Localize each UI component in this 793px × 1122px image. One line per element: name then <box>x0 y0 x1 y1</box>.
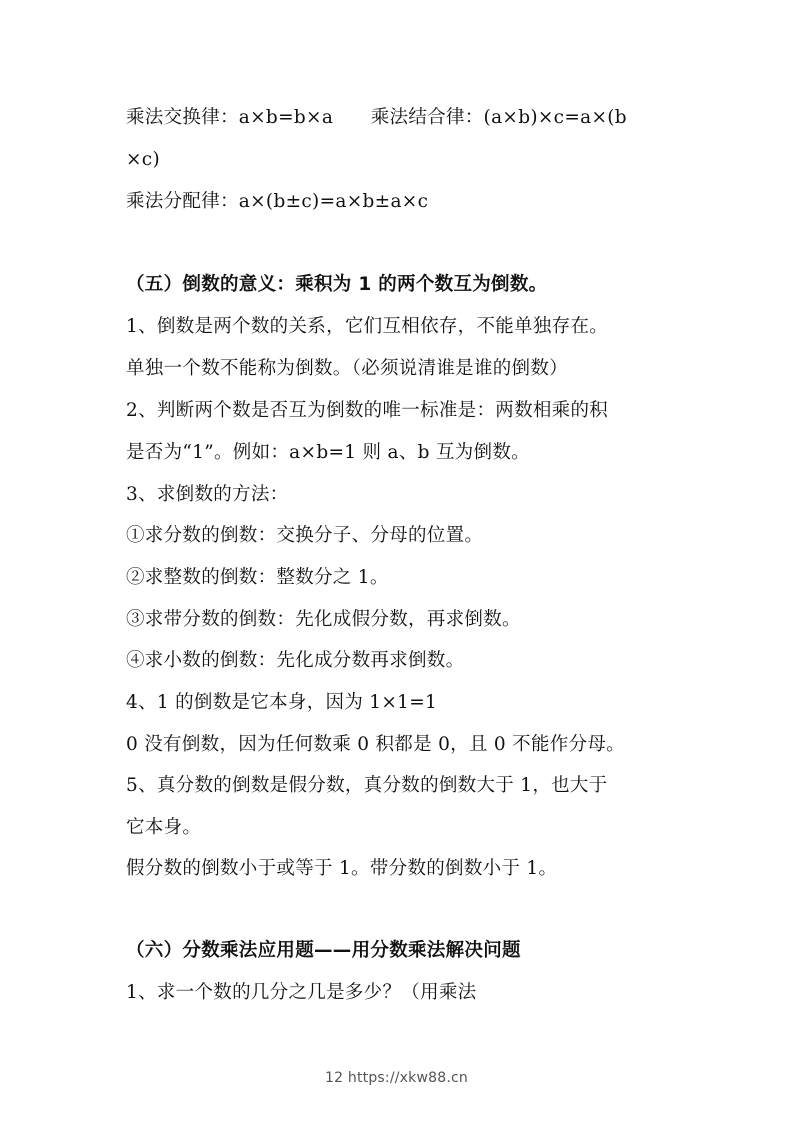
text-line: 它本身。 <box>126 817 202 838</box>
text-line: 是否为“1”。例如：a×b=1 则 a、b 互为倒数。 <box>126 442 530 463</box>
section-heading-fraction-word-problems: （六）分数乘法应用题——用分数乘法解决问题 <box>126 940 521 961</box>
text-line: 3、求倒数的方法： <box>126 484 289 505</box>
text-line: ①求分数的倒数：交换分子、分母的位置。 <box>126 525 484 546</box>
text-line: 0 没有倒数，因为任何数乘 0 积都是 0，且 0 不能作分母。 <box>126 734 625 755</box>
text-line: 单独一个数不能称为倒数。（必须说清谁是谁的倒数） <box>126 358 568 379</box>
text-line: 2、判断两个数是否互为倒数的唯一标准是：两数相乘的积 <box>126 400 609 421</box>
text-line: 1、求一个数的几分之几是多少？（用乘法 <box>126 982 477 1003</box>
text-line: ②求整数的倒数：整数分之 1。 <box>126 567 389 588</box>
text-line: ④求小数的倒数：先化成分数再求倒数。 <box>126 650 465 671</box>
text-line: ③求带分数的倒数：先化成假分数，再求倒数。 <box>126 609 521 630</box>
text-line: 4、1 的倒数是它本身，因为 1×1=1 <box>126 692 438 713</box>
page-footer: 12 https://xkw88.cn <box>325 1070 468 1086</box>
section-heading-reciprocal: （五）倒数的意义：乘积为 1 的两个数互为倒数。 <box>126 274 548 295</box>
text-line-multiplication-laws: 乘法交换律：a×b=b×a 乘法结合律：(a×b)×c=a×(b <box>126 107 627 128</box>
text-line: 5、真分数的倒数是假分数，真分数的倒数大于 1，也大于 <box>126 775 608 796</box>
text-line: 1、倒数是两个数的关系，它们互相依存，不能单独存在。 <box>126 316 609 337</box>
text-line-associative-continued: ×c) <box>126 149 160 170</box>
text-line-distributive-law: 乘法分配律：a×(b±c)=a×b±a×c <box>126 191 429 212</box>
text-line: 假分数的倒数小于或等于 1。带分数的倒数小于 1。 <box>126 858 558 879</box>
